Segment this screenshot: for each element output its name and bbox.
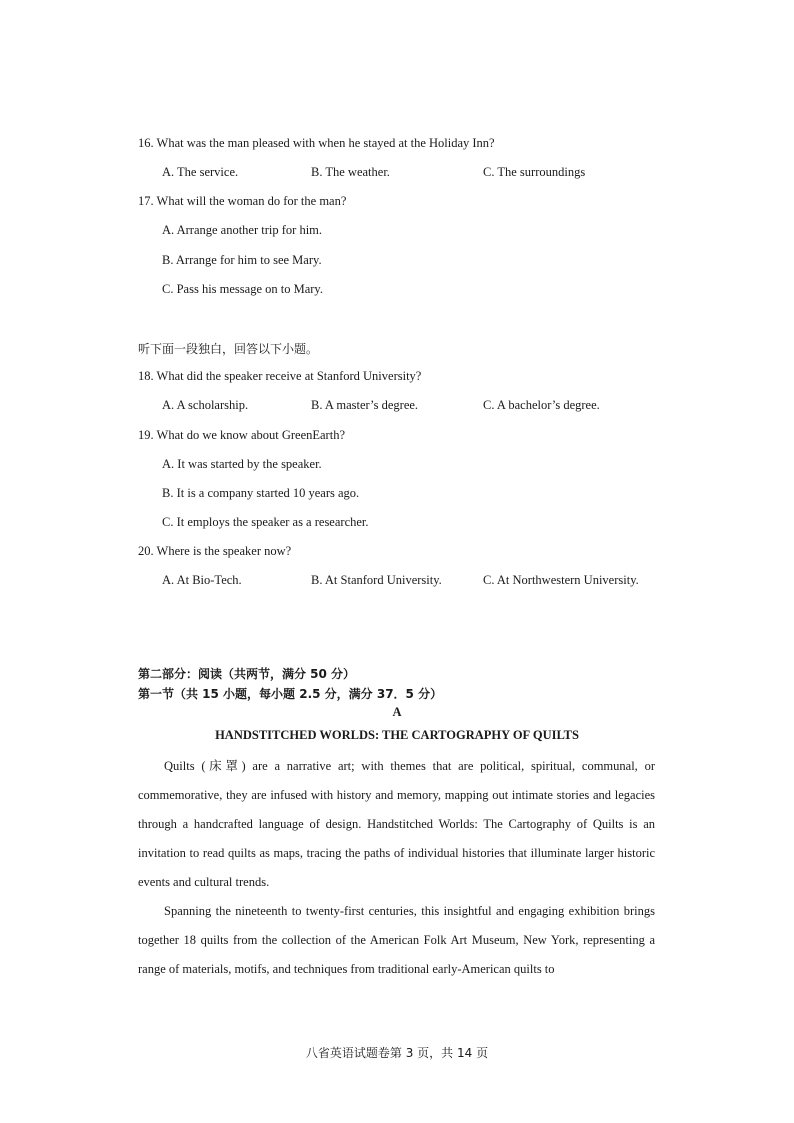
question-16-option-b: B. The weather. [311,165,390,179]
question-16-stem: 16. What was the man pleased with when he stayed at the Holiday Inn? [138,136,495,150]
question-16-option-a: A. The service. [162,165,239,179]
passage-body [138,752,655,984]
question-17-option-a: A. Arrange another trip for him. [162,223,323,237]
question-19-option-a: A. It was started by the speaker. [162,457,322,471]
section-one-heading: 第一节（共 15 小题，每小题 2.5 分，满分 37．5 分） [138,687,443,701]
question-17-option-b: B. Arrange for him to see Mary. [162,253,322,267]
question-19-stem: 19. What do we know about GreenEarth? [138,428,345,442]
passage-letter: A [392,705,402,719]
question-20-option-a: A. At Bio-Tech. [162,573,242,587]
question-20-option-b: B. At Stanford University. [311,573,442,587]
question-18-option-a: A. A scholarship. [162,398,249,412]
passage-title: HANDSTITCHED WORLDS: THE CARTOGRAPHY OF QUILTS [215,728,579,742]
question-17-option-c: C. Pass his message on to Mary. [162,282,323,296]
question-19-option-b: B. It is a company started 10 years ago. [162,486,360,500]
monologue-instruction: 听下面一段独白，回答以下小题。 [138,342,319,356]
question-20-stem: 20. Where is the speaker now? [138,544,292,558]
question-18-option-b: B. A master’s degree. [311,398,419,412]
passage-paragraph-2: Spanning the nineteenth to twenty-first centuries, this insightful and engaging exhibition brings together 18 quilts from the collection of the American Folk Art Museum, New York, representing a range of materials, motifs, and techniques from traditional early-American quilts to [138,904,655,976]
question-18-stem: 18. What did the speaker receive at Stanford University? [138,369,422,383]
passage-paragraph-1: Quilts (床罩) are a narrative art; with themes that are political, spiritual, communal, or commemorative, they are infused with history and memory, mapping out intimate stories and legacies through a handcrafted language of design. Handstitched Worlds: The Cartography of Quilts is an invitation to read quilts as maps, tracing the paths of individual histories that illuminate larger historic events and cultural trends. [138,759,655,889]
question-19-option-c: C. It employs the speaker as a researcher. [162,515,369,529]
question-16-option-c: C. The surroundings [483,165,586,179]
question-18-option-c: C. A bachelor’s degree. [483,398,600,412]
question-17-stem: 17. What will the woman do for the man? [138,194,347,208]
page-footer: 八省英语试题卷第 3 页，共 14 页 [305,1046,489,1060]
part-two-heading: 第二部分：阅读（共两节，满分 50 分） [138,667,356,681]
question-20-option-c: C. At Northwestern University. [483,573,639,587]
